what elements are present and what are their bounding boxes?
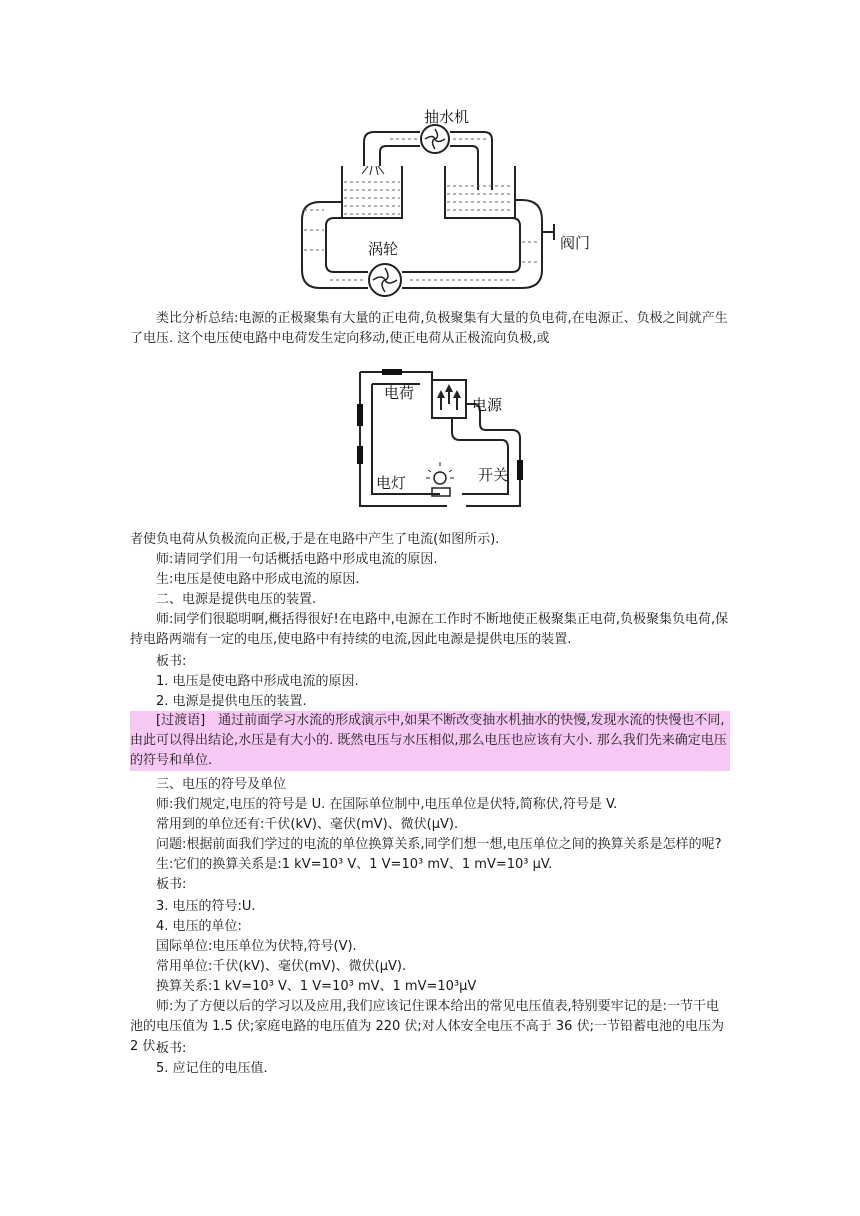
transition-text: [过渡语] 通过前面学习水流的形成演示中,如果不断改变抽水机抽水的快慢,发现水流的快慢也不同,由此可以得出结论,水压是有大小的. 既然电压与水压相似,那么电压也应该有大小. 那么我们先来确定电压的符号和单位. bbox=[130, 713, 727, 768]
student-line-2: 生:它们的换算关系是:1 kV=10³ V、1 V=10³ mV、1 mV=10³ μV. bbox=[156, 857, 553, 872]
teacher-line-3: 师:我们规定,电压的符号是 U. 在国际单位制中,电压单位是伏特,简称伏,符号是 V. bbox=[156, 797, 618, 812]
board-item-1: 1. 电压是使电路中形成电流的原因. bbox=[156, 674, 359, 689]
teacher-paragraph-4: 师:为了方便以后的学习以及应用,我们应该记住课本给出的常见电压值表,特别要牢记的是:一节干电池的电压值为 1.5 伏;家庭电路的电压值为 220 伏;对人体安全电压不高于 36 伏;一节铅蓄电池的电压为 2 伏. bbox=[130, 999, 724, 1054]
board-item-7: 换算关系:1 kV=10³ V、1 V=10³ mV、1 mV=10³μV bbox=[156, 979, 477, 994]
valve-label: 阀门 bbox=[560, 234, 591, 252]
lamp-label: 电灯 bbox=[376, 474, 407, 492]
section-heading-3: 三、电压的符号及单位 bbox=[156, 777, 287, 792]
board-item-2: 2. 电源是提供电压的装置. bbox=[156, 694, 307, 709]
teacher-paragraph-2: 师:同学们很聪明啊,概括得很好!在电路中,电源在工作时不断地使正极聚集正电荷,负极聚集负电荷,保持电路两端有一定的电压,使电路中有持续的电流,因此电源是提供电压的装置. bbox=[130, 612, 729, 647]
electric-circuit-figure bbox=[352, 364, 532, 514]
board-item-3: 3. 电压的符号:U. bbox=[156, 899, 256, 914]
board-item-8: 5. 应记住的电压值. bbox=[156, 1061, 268, 1076]
board-item-4: 4. 电压的单位: bbox=[156, 919, 242, 934]
transition-highlight bbox=[130, 711, 730, 771]
teacher-line-1: 师:请同学们用一句话概括电路中形成电流的原因. bbox=[156, 552, 438, 567]
water-circuit-figure bbox=[290, 102, 610, 300]
switch-label: 开关 bbox=[478, 466, 509, 484]
student-line-1: 生:电压是使电路中形成电流的原因. bbox=[156, 572, 360, 587]
board-item-6: 常用单位:千伏(kV)、毫伏(mV)、微伏(μV). bbox=[156, 959, 407, 974]
units-line: 常用到的单位还有:千伏(kV)、毫伏(mV)、微伏(μV). bbox=[156, 817, 459, 832]
continuation-line: 者使负电荷从负极流向正极,于是在电路中产生了电流(如图所示). bbox=[130, 532, 500, 547]
question-line: 问题:根据前面我们学过的电流的单位换算关系,同学们想一想,电压单位之间的换算关系是怎样的呢? bbox=[156, 837, 722, 852]
board-label-3: 板书: bbox=[156, 1041, 187, 1056]
section-heading-2: 二、电源是提供电压的装置. bbox=[156, 592, 317, 607]
charge-label: 电荷 bbox=[384, 384, 415, 402]
board-label-2: 板书: bbox=[156, 877, 187, 892]
summary-paragraph: 类比分析总结:电源的正极聚集有大量的正电荷,负极聚集有大量的负电荷,在电源正、负极之间就产生了电压. 这个电压使电路中电荷发生定向移动,使正电荷从正极流向负极,或 bbox=[130, 311, 728, 346]
pump-label: 抽水机 bbox=[424, 108, 470, 126]
turbine-label: 涡轮 bbox=[368, 240, 399, 258]
board-label-1: 板书: bbox=[156, 654, 187, 669]
source-label: 电源 bbox=[472, 396, 503, 414]
board-item-5: 国际单位:电压单位为伏特,符号(V). bbox=[156, 939, 357, 954]
